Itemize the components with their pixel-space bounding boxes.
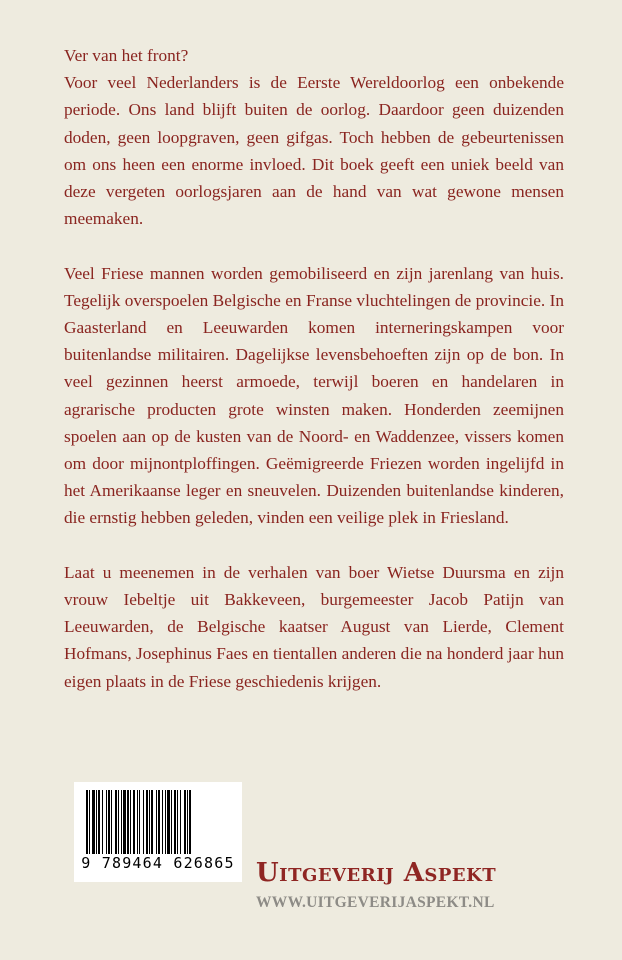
blurb-paragraph-3: Laat u meenemen in de verhalen van boer Wietse Duursma en zijn vrouw Iebeltje uit Bakkeveen, burgemeester Jacob Patijn van Leeuwarden, de Belgische kaatser August van Lierde, Clement Hofmans, Josephinus Faes en tientallen anderen die na honderd jaar hun eigen plaats in de Friese geschiedenis krijgen.	[64, 562, 564, 691]
barcode-bar	[187, 790, 188, 854]
barcode-bar	[158, 790, 160, 854]
barcode-bar	[127, 790, 129, 854]
barcode-bar	[162, 790, 163, 854]
barcode-bar	[137, 790, 138, 854]
barcode-bar	[171, 790, 172, 854]
barcode-bar	[149, 790, 150, 854]
barcode-bar	[86, 790, 88, 854]
barcode-bar	[123, 790, 126, 854]
barcode-bar	[143, 790, 144, 854]
barcode-bar	[115, 790, 117, 854]
barcode-bar	[167, 790, 170, 854]
barcode-bar	[189, 790, 191, 854]
barcode-bar	[177, 790, 178, 854]
barcode	[74, 782, 242, 882]
publisher-website[interactable]: WWW.UITGEVERIJASPEKT.NL	[256, 894, 495, 911]
barcode-bar	[156, 790, 157, 854]
barcode-bar	[92, 790, 95, 854]
barcode-bar	[96, 790, 97, 854]
back-cover-blurb	[64, 42, 564, 722]
barcode-bars	[86, 790, 230, 854]
barcode-bar	[130, 790, 131, 854]
barcode-bar	[108, 790, 110, 854]
isbn-number: 9 789464 626865	[81, 854, 235, 872]
blurb-heading: Ver van het front?	[64, 46, 189, 65]
blurb-paragraph-2: Veel Friese mannen worden gemobiliseerd en zijn jarenlang van huis. Tegelijk overspoelen Belgische en Franse vluchtelingen de provincie. In Gaasterland en Leeuwarden komen interneringskampen voor buitenlandse militairen. Dagelijkse levensbehoeften zijn op de bon. In veel gezinnen heerst armoede, terwijl boeren en handelaren in agrarische producten grote winsten maken. Honderden zeemijnen spoelen aan op de kusten van de Noord- en Waddenzee, vissers komen om door mijnontploffingen. Geëmigreerde Friezen worden ingelijfd in het Amerikaanse leger en sneuvelen. Duizenden buitenlandse kinderen, die ernstig hebben geleden, vinden een veilige plek in Friesland.	[64, 263, 564, 528]
barcode-bar	[121, 790, 122, 854]
barcode-bar	[89, 790, 90, 854]
barcode-bar	[111, 790, 112, 854]
barcode-bar	[180, 790, 181, 854]
barcode-bar	[102, 790, 103, 854]
barcode-bar	[146, 790, 148, 854]
barcode-bar	[118, 790, 119, 854]
barcode-bar	[165, 790, 166, 854]
barcode-bar	[98, 790, 100, 854]
barcode-bar	[151, 790, 153, 854]
barcode-bar	[174, 790, 176, 854]
barcode-bar	[184, 790, 186, 854]
barcode-bar	[133, 790, 135, 854]
blurb-paragraph-1: Voor veel Nederlanders is de Eerste Wereldoorlog een onbekende periode. Ons land blijft buiten de oorlog. Daardoor geen duizenden doden, geen loopgraven, geen gifgas. Toch hebben de gebeurtenissen om ons heen een enorme invloed. Dit boek geeft een uniek beeld van deze vergeten oorlogsjaren aan de hand van wat gewone mensen meemaken.	[64, 73, 564, 229]
barcode-bar	[106, 790, 107, 854]
barcode-bar	[139, 790, 140, 854]
publisher-name: Uitgeverij Aspekt	[256, 858, 497, 888]
